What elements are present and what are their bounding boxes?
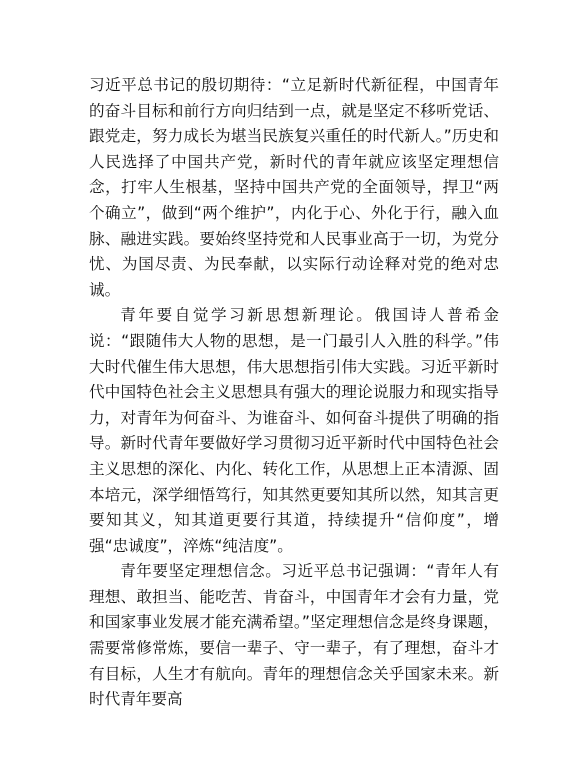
paragraph-1: 习近平总书记的殷切期待：“立足新时代新征程，中国青年的奋斗目标和前行方向归结到一点，就是坚定不移听党话、跟党走，努力成长为堪当民族复兴重任的时代新人。”历史和人民选择了中国共产党，新时代的青年就应该坚定理想信念，打牢人生根基，坚持中国共产党的全面领导，捍卫“两个确立”，做到“两个维护”，内化于心、外化于行，融入血脉、融进实践。要始终坚持党和人民事业高于一切，为党分忧、为国尽责、为民奉献，以实际行动诠释对党的绝对忠诚。 bbox=[89, 76, 499, 299]
paragraph-3: 青年要坚定理想信念。习近平总书记强调：“青年人有理想、敢担当、能吃苦、肯奋斗，中国青年才会有力量，党和国家事业发展才能充满希望。”坚定理想信念是终身课题，需要常修常炼，要信一辈子、守一辈子，有了理想，奋斗才有目标，人生才有航向。青年的理想信念关乎国家未来。新时代青年要高 bbox=[89, 562, 499, 709]
body-text bbox=[89, 73, 499, 713]
paragraph-2: 青年要自觉学习新思想新理论。俄国诗人普希金说：“跟随伟大人物的思想，是一门最引人入胜的科学。”伟大时代催生伟大思想，伟大思想指引伟大实践。习近平新时代中国特色社会主义思想具有强大的理论说服力和现实指导力，对青年为何奋斗、为谁奋斗、如何奋斗提供了明确的指导。新时代青年要做好学习贯彻习近平新时代中国特色社会主义思想的深化、内化、转化工作，从思想上正本清源、固本培元，深学细悟笃行，知其然更要知其所以然，知其言更要知其义，知其道更要行其道，持续提升“信仰度”，增强“忠诚度”，淬炼“纯洁度”。 bbox=[89, 306, 499, 555]
